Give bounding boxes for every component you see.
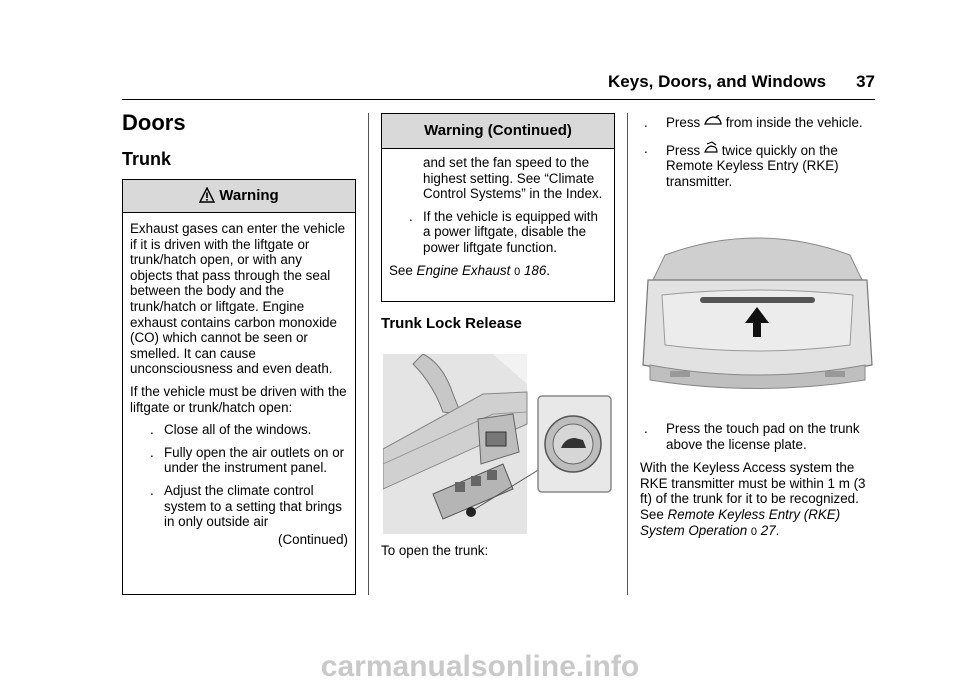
warning-paragraph-1: Exhaust gases can enter the vehicle if it is driven with the liftgate or trunk/hatch open, or with any objects that pass through the seal between the body and the trunk/hatch or liftgate. Engine exhaust contains carbon monoxide (CO) which cannot be seen or smelled. It can cause unconsciousness and even death. [130, 221, 346, 377]
trunk-illustration [640, 225, 875, 393]
bullet-mark: . [409, 208, 413, 224]
step1-press: Press [666, 115, 701, 130]
step2-press: Press [666, 142, 701, 158]
watermark: carmanualsonline.info [320, 650, 640, 683]
engine-exhaust-link[interactable]: Engine Exhaust [416, 262, 511, 278]
door-switch-illustration [383, 354, 613, 534]
rke-trunk-button-icon [704, 143, 718, 158]
step3-text: Press the touch pad on the trunk above the license plate. [666, 421, 860, 452]
rke-operation-link[interactable]: Remote Keyless Entry (RKE) System Operation [640, 506, 841, 538]
keyless-access-paragraph: With the Keyless Access system the RKE transmitter must be within 1 m (3 ft) of the trunk for it to be recognized. See Remote Keyless Entry (RKE) System Operation 0 27. [640, 460, 866, 538]
step2-rest: twice quickly on the Remote Keyless Entry (RKE) transmitter. [666, 142, 839, 189]
column-divider-2 [627, 113, 628, 595]
header-title: Keys, Doors, and Windows [608, 72, 827, 91]
bullet-mark: . [150, 482, 154, 498]
bullet-mark: . [644, 421, 648, 436]
bullet-mark: . [644, 140, 648, 156]
engine-exhaust-page[interactable]: 186 [523, 262, 547, 278]
step-bullet-2 [640, 141, 876, 190]
step-bullet-3 [640, 421, 876, 452]
keyless-text: With the Keyless Access system the RKE transmitter must be within 1 m (3 ft) of the trunk for it to be recognized. See [640, 460, 866, 522]
bullet-mark: . [644, 115, 648, 130]
see-prefix: See [389, 262, 417, 278]
warning-box-header [123, 180, 355, 213]
warning-continued-bullet [389, 209, 607, 256]
warning-triangle-icon [199, 183, 215, 215]
warning-bullet [130, 422, 348, 438]
warning-bullet-text-3: Adjust the climate control system to a setting that brings in only outside air [164, 482, 342, 530]
warning-continued-header: Warning (Continued) [382, 114, 614, 149]
see-reference: See Engine Exhaust 0 186. [389, 262, 551, 278]
bullet-mark: . [150, 422, 154, 438]
trunk-lock-title: Trunk Lock Release [381, 315, 522, 332]
warning-body [123, 213, 355, 547]
header-rule [122, 99, 875, 100]
right-column-text [640, 115, 876, 189]
warning-paragraph-2: If the vehicle must be driven with the liftgate or trunk/hatch open: [130, 383, 347, 415]
trunk-open-intro: To open the trunk: [381, 543, 489, 558]
warning-bullet-text-2: Fully open the air outlets on or under the instrument panel. [164, 444, 345, 476]
page-ref-glyph: 0 [514, 265, 521, 278]
warning-continued-bullet-text: If the vehicle is equipped with a power liftgate, disable the power liftgate function. [423, 208, 598, 255]
trunk-release-icon [704, 115, 722, 130]
warning-continued-box [381, 113, 615, 302]
right-column-text-2 [640, 421, 876, 540]
section-title: Doors [122, 110, 186, 135]
subsection-title: Trunk [122, 149, 172, 169]
page-ref-glyph: 0 [750, 525, 758, 538]
column-divider-1 [368, 113, 369, 595]
warning-continued-body [382, 149, 614, 280]
running-header [560, 72, 875, 92]
step-bullet-1 [640, 115, 876, 131]
warning-title: Warning [219, 187, 279, 204]
continued-label: (Continued) [278, 531, 348, 547]
step1-rest: from inside the vehicle. [725, 115, 863, 130]
warning-bullet-text-1: Close all of the windows. [164, 422, 312, 438]
page-number: 37 [856, 72, 875, 91]
warning-box [122, 179, 356, 595]
warning-continued-text: and set the fan speed to the highest setting. See “Climate Control Systems” in the Index. [423, 155, 603, 202]
rke-operation-page[interactable]: 27 [760, 522, 776, 538]
warning-bullet [130, 445, 348, 476]
warning-bullet [130, 483, 348, 530]
bullet-mark: . [150, 444, 154, 460]
